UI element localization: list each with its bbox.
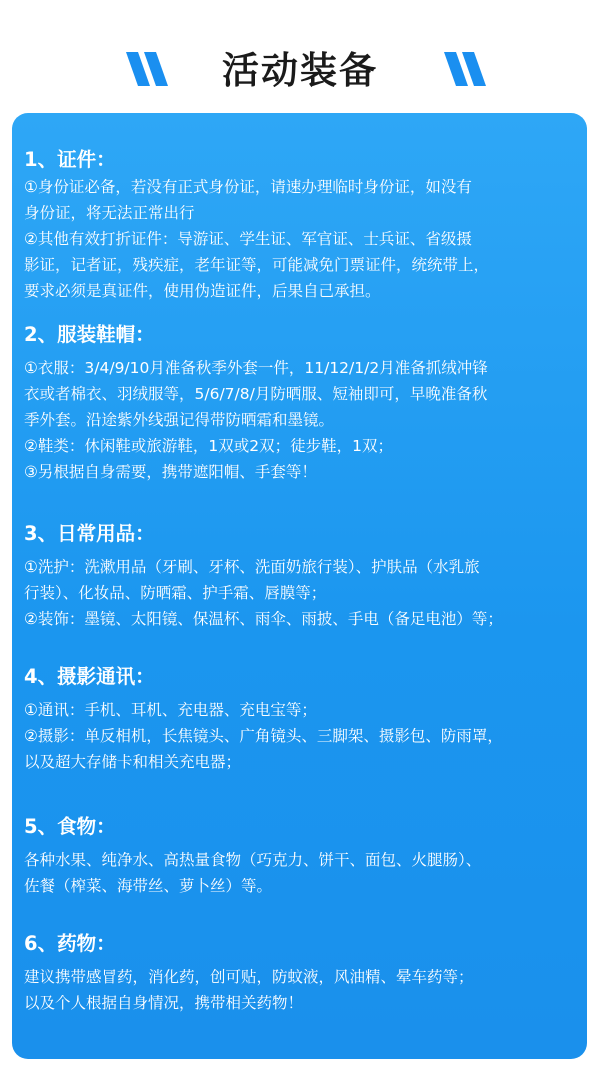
section-paragraph: ②装饰：墨镜、太阳镜、保温杯、雨伞、雨披、手电（备足电池）等； <box>24 610 503 628</box>
section-heading: 2、服装鞋帽： <box>24 323 155 346</box>
section-paragraph: ③另根据自身需要，携带遮阳帽、手套等！ <box>24 463 317 481</box>
section-heading: 6、药物： <box>24 932 116 955</box>
section-paragraph: ②摄影：单反相机，长焦镜头、广角镜头、三脚架、摄影包、防雨罩， 以及超大存储卡和相关充电器； <box>24 727 503 771</box>
equipment-card <box>12 113 587 1059</box>
section-food <box>24 813 580 899</box>
section-documents <box>24 146 580 304</box>
section-paragraph: ①洗护：洗漱用品（牙刷、牙杯、洗面奶旅行装）、护肤品（水乳旅 行装）、化妆品、防晒霜、护手霜、唇膜等； <box>24 558 480 602</box>
section-paragraph: ②鞋类：休闲鞋或旅游鞋，1双或2双；徒步鞋，1双； <box>24 437 393 455</box>
section-photo-comms <box>24 663 580 775</box>
section-paragraph: ①身份证必备，若没有正式身份证，请速办理临时身份证，如没有 身份证，将无法正常出行 <box>24 178 472 222</box>
section-heading: 4、摄影通讯： <box>24 665 155 688</box>
section-heading: 3、日常用品： <box>24 522 155 545</box>
double-slash-icon <box>442 48 494 90</box>
section-paragraph: 各种水果、纯净水、高热量食物（巧克力、饼干、面包、火腿肠）、 佐餐（榨菜、海带丝、萝卜丝）等。 <box>24 851 482 895</box>
section-medicine <box>24 930 580 1016</box>
section-heading: 5、食物： <box>24 815 116 838</box>
section-daily-items <box>24 520 580 632</box>
page-header <box>0 0 600 112</box>
section-paragraph: 建议携带感冒药，消化药，创可贴，防蚊液，风油精、晕车药等； 以及个人根据自身情况，携带相关药物！ <box>24 968 474 1012</box>
page-title: 活动装备 <box>222 49 378 92</box>
section-heading: 1、证件： <box>24 148 116 171</box>
section-paragraph: ②其他有效打折证件：导游证、学生证、军官证、士兵证、省级摄 影证，记者证，残疾症，老年证等，可能减免门票证件，统统带上， 要求必须是真证件，使用伪造证件，后果自己承担。 <box>24 230 490 300</box>
section-clothing <box>24 321 580 485</box>
section-paragraph: ①通讯：手机、耳机、充电器、充电宝等； <box>24 701 317 719</box>
section-paragraph: ①衣服：3/4/9/10月准备秋季外套一件，11/12/1/2月准备抓绒冲锋 衣或者棉衣、羽绒服等，5/6/7/8/月防晒服、短袖即可，早晚准备秋 季外套。沿途紫外线强记得带防晒霜和墨镜。 <box>24 359 488 429</box>
